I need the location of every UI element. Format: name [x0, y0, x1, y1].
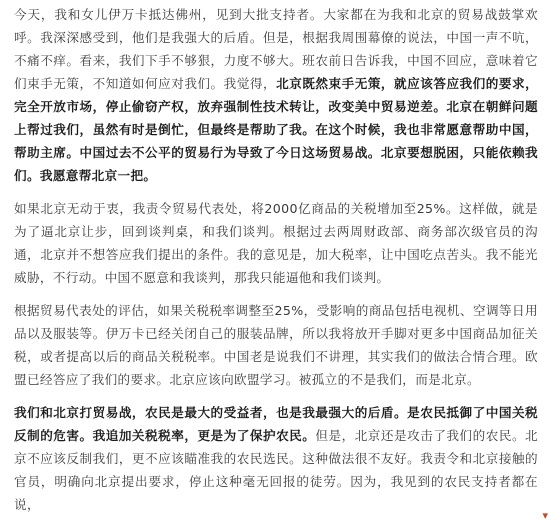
paragraph-1 [14, 3, 538, 187]
paragraph-1-bold-text: 北京既然束手无策，就应该答应我们的要求，完全开放市场，停止偷窃产权，放弃强制性技术转让，改变美中贸易逆差。北京在朝鲜问题上帮过我们，虽然有时是倒忙，但最终是帮助了我。在这个时候，我也非常愿意帮助中国，帮助主席。中国过去不公平的贸易行为导致了今日这场贸易战。北京要想脱困，只能依赖我们。我愿意帮北京一把。 [14, 76, 539, 183]
paragraph-1-text: 今天，我和女儿伊万卡抵达佛州，见到大批支持者。大家都在为我和北京的贸易战鼓掌欢呼。我深深感受到，他们是我强大的后盾。但是，根据我周围幕僚的说法，中国一声不吭，不痛不痒。看来，我们下手不够狠，力度不够大。班农前日告诉我，中国不回应，意味着它们束手无策，不知道如何应对我们。我觉得， [14, 7, 538, 91]
paragraph-3-text: 根据贸易代表处的评估，如果关税税率调整至25%，受影响的商品包括电视机、空调等日用品以及服装等。伊万卡已经关闭自己的服装品牌，所以我将放开手脚对更多中国商品加征关税，或者提高以后的商品关税税率。中国老是说我们不讲理，其实我们的做法合情合理。欧盟已经答应了我们的要求。北京应该向欧盟学习。被孤立的不是我们，而是北京。 [14, 303, 538, 387]
paragraph-4-bold-text: 我们和北京打贸易战，农民是最大的受益者，也是我最强大的后盾。是农民抵御了中国关税反制的危害。我追加关税税率，更是为了保护农民。 [14, 405, 538, 443]
paragraph-4-text: 但是，北京还是攻击了我们的农民。北京不应该反制我们，更不应该瞄准我的农民选民。这种做法很不友好。我责令和北京接触的官员，明确向北京提出要求，停止这种毫无回报的徒劳。因为，我见到的农民支持者都在说， [14, 428, 538, 512]
paragraph-2-text: 如果北京无动于衷，我责令贸易代表处，将2000亿商品的关税增加至25%。这样做，就是为了逼北京让步，回到谈判桌，和我们谈判。根据过去两周财政部、商务部次级官员的沟通，北京并不想答应我们提出的条件。我的意见是，加大税率，让中国吃点苦头。我不能光威胁，不行动。中国不愿意和我谈判，那我只能逼他和我们谈判。 [14, 201, 538, 285]
caret-down-icon[interactable]: ▾ [542, 509, 548, 522]
paragraph-2 [14, 197, 538, 289]
paragraph-3 [14, 299, 538, 391]
paragraph-4 [14, 401, 538, 516]
